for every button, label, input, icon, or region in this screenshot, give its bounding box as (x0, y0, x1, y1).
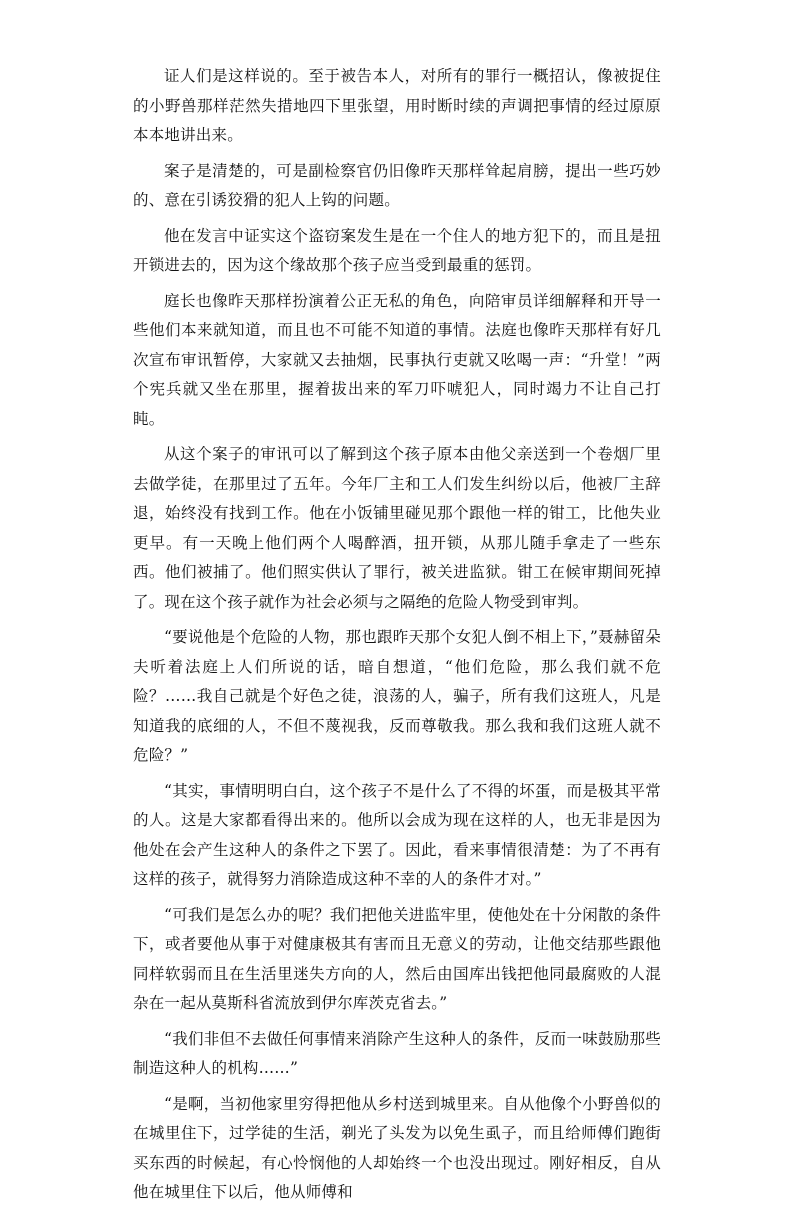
document-body (133, 62, 661, 1214)
paragraph: “要说他是个危险的人物，那也跟昨天那个女犯人倒不相上下，”聂赫留朵夫听着法庭上人们所说的话，暗自想道，“他们危险，那么我们就不危险？……我自己就是个好色之徒，浪荡的人，骗子，所有我们这班人，凡是知道我的底细的人，不但不蔑视我，反而尊敬我。那么我和我们这班人就不危险？” (133, 628, 661, 764)
paragraph: “可我们是怎么办的呢？我们把他关进监牢里，使他处在十分闲散的条件下，或者要他从事于对健康极其有害而且无意义的劳动，让他交结那些跟他同样软弱而且在生活里迷失方向的人，然后由国库出钱把他同最腐败的人混杂在一起从莫斯科省流放到伊尔库茨克省去。” (133, 905, 661, 1012)
paragraph: 案子是清楚的，可是副检察官仍旧像昨天那样耸起肩膀，提出一些巧妙的、意在引诱狡猾的犯人上钩的问题。 (133, 161, 661, 209)
paragraph: 从这个案子的审讯可以了解到这个孩子原本由他父亲送到一个卷烟厂里去做学徒，在那里过了五年。今年厂主和工人们发生纠纷以后，他被厂主辞退，始终没有找到工作。他在小饭铺里碰见那个跟他一样的钳工，比他失业更早。有一天晚上他们两个人喝醉酒，扭开锁，从那儿随手拿走了一些东西。他们被捕了。他们照实供认了罪行，被关进监狱。钳工在候审期间死掉了。现在这个孩子就作为社会必须与之隔绝的危险人物受到审判。 (133, 445, 661, 611)
paragraph: “其实，事情明明白白，这个孩子不是什么了不得的坏蛋，而是极其平常的人。这是大家都看得出来的。他所以会成为现在这样的人，也无非是因为他处在会产生这种人的条件之下罢了。因此，看来事情很清楚：为了不再有这样的孩子，就得努力消除造成这种不幸的人的条件才对。” (133, 781, 661, 888)
paragraph: 证人们是这样说的。至于被告本人，对所有的罪行一概招认，像被捉住的小野兽那样茫然失措地四下里张望，用时断时续的声调把事情的经过原原本本地讲出来。 (133, 67, 661, 144)
paragraph: 他在发言中证实这个盗窃案发生是在一个住人的地方犯下的，而且是扭开锁进去的，因为这个缘故那个孩子应当受到最重的惩罚。 (133, 226, 661, 274)
paragraph: “是啊，当初他家里穷得把他从乡村送到城里来。自从他像个小野兽似的在城里住下，过学徒的生活，剃光了头发为以免生虱子，而且给师傅们跑街买东西的时候起，有心怜悯他的人却始终一个也没出现过。刚好相反，自从他在城里住下以后，他从师傅和 (133, 1094, 661, 1201)
paragraph: “我们非但不去做任何事情来消除产生这种人的条件，反而一味鼓励那些制造这种人的机构……” (133, 1029, 661, 1077)
paragraph: 庭长也像昨天那样扮演着公正无私的角色，向陪审员详细解释和开导一些他们本来就知道，而且也不可能不知道的事情。法庭也像昨天那样有好几次宣布审讯暂停，大家就又去抽烟，民事执行吏就又吆喝一声：“升堂！”两个宪兵就又坐在那里，握着拔出来的军刀吓唬犯人，同时竭力不让自己打盹。 (133, 291, 661, 428)
